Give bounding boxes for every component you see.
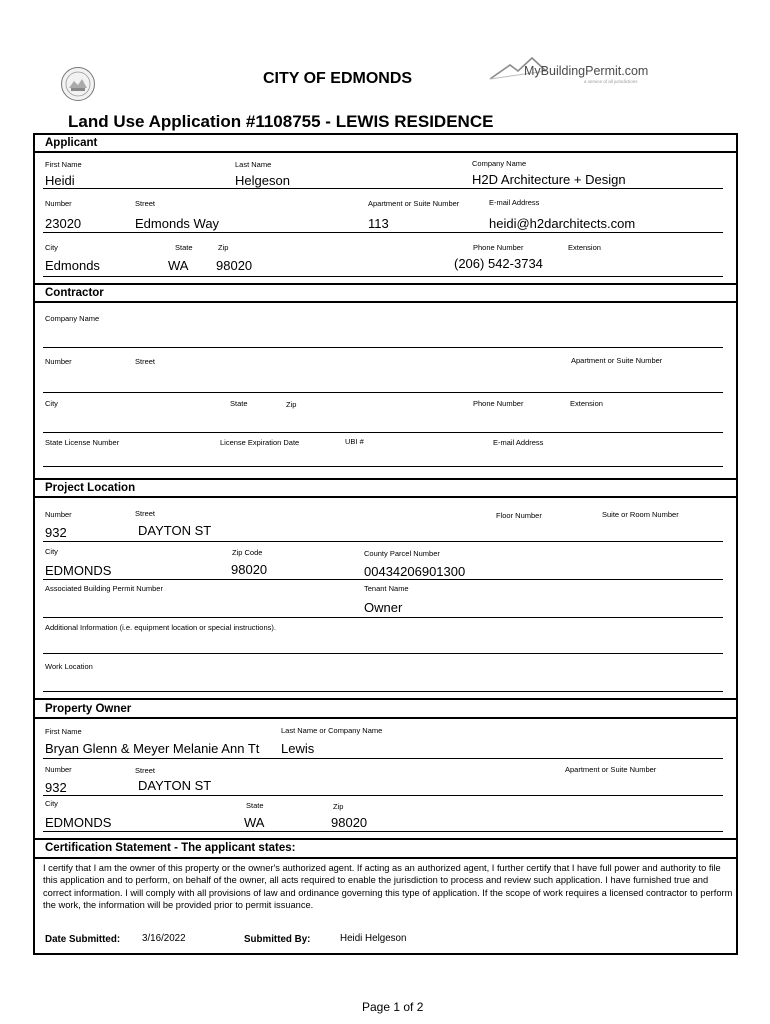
field-underline — [43, 795, 723, 796]
project-zip-label: Zip Code — [232, 548, 263, 557]
owner-last-name-value: Lewis — [281, 741, 315, 756]
apt-value: 113 — [368, 216, 389, 231]
field-underline — [43, 232, 723, 233]
project-street-value: DAYTON ST — [138, 523, 212, 538]
field-underline — [43, 347, 723, 348]
field-underline — [43, 831, 723, 832]
owner-number-value: 932 — [45, 780, 67, 795]
brand-tagline: a service of all jurisdictions — [584, 79, 638, 84]
contractor-zip-label: Zip — [286, 400, 297, 409]
owner-state-value: WA — [244, 815, 265, 830]
project-number-value: 932 — [45, 525, 67, 540]
project-city-label: City — [45, 547, 58, 556]
owner-zip-value: 98020 — [331, 815, 368, 830]
contractor-street-label: Street — [135, 357, 156, 366]
zip-value: 98020 — [216, 258, 253, 273]
contractor-section-title: Contractor — [45, 287, 104, 299]
project-additional-label: Additional Information (i.e. equipment location or special instructions). — [45, 623, 276, 632]
owner-street-value: DAYTON ST — [138, 778, 212, 793]
submitted-by-value: Heidi Helgeson — [340, 933, 407, 944]
section-divider — [33, 857, 738, 859]
section-divider — [33, 151, 738, 153]
field-underline — [43, 617, 723, 618]
last-name-label: Last Name — [235, 160, 272, 169]
field-underline — [43, 392, 723, 393]
email-value: heidi@h2darchitects.com — [489, 216, 636, 231]
extension-label: Extension — [568, 243, 601, 252]
project-suite-label: Suite or Room Number — [602, 510, 679, 519]
section-divider — [33, 496, 738, 498]
date-submitted-value: 3/16/2022 — [142, 933, 186, 944]
submitted-by-label: Submitted By: — [244, 934, 311, 945]
company-name-value: H2D Architecture + Design — [472, 172, 626, 187]
project-work-location-label: Work Location — [45, 662, 93, 671]
field-underline — [43, 466, 723, 467]
owner-apt-label: Apartment or Suite Number — [565, 765, 657, 774]
project-parcel-value: 00434206901300 — [364, 564, 466, 579]
section-divider — [33, 698, 738, 700]
section-divider — [33, 301, 738, 303]
section-divider — [33, 717, 738, 719]
owner-city-label: City — [45, 799, 58, 808]
field-underline — [43, 276, 723, 277]
page-number: Page 1 of 2 — [362, 1000, 424, 1014]
project-street-label: Street — [135, 509, 156, 518]
field-underline — [43, 579, 723, 580]
state-label: State — [175, 243, 193, 252]
project-zip-value: 98020 — [231, 562, 268, 577]
section-divider — [33, 478, 738, 480]
project-tenant-value: Owner — [364, 600, 403, 615]
contractor-apt-label: Apartment or Suite Number — [571, 356, 663, 365]
owner-first-name-value: Bryan Glenn & Meyer Melanie Ann Tt — [45, 741, 260, 756]
contractor-city-label: City — [45, 399, 58, 408]
brand-name: MyBuildingPermit.com — [524, 64, 649, 78]
page-title: Land Use Application #1108755 - LEWIS RESIDENCE — [68, 112, 494, 131]
date-submitted-label: Date Submitted: — [45, 934, 121, 945]
certification-text: I certify that I am the owner of this property or the owner's authorized agent. If acting as an authorized agent, I further certify that I have full power and authority to file this application and to perform, on behalf of the owner, all acts required to enable the jurisdiction to process and review such application. I have furnished true and correct information. I will comply with all provisions of law and ordinance governing this type of application. If the scope of work requires a licensed contractor to perform the work, the information will be provided prior to permit issuance. — [43, 863, 733, 910]
street-value: Edmonds Way — [135, 216, 220, 231]
number-label: Number — [45, 199, 72, 208]
project-permit-label: Associated Building Permit Number — [45, 584, 163, 593]
project-tenant-label: Tenant Name — [364, 584, 409, 593]
field-underline — [43, 653, 723, 654]
applicant-section-title: Applicant — [45, 137, 98, 149]
state-value: WA — [168, 258, 189, 273]
phone-value: (206) 542-3734 — [454, 256, 543, 271]
city-seal-logo — [60, 66, 96, 102]
phone-label: Phone Number — [473, 243, 524, 252]
owner-street-label: Street — [135, 766, 156, 775]
owner-city-value: EDMONDS — [45, 815, 112, 830]
field-underline — [43, 541, 723, 542]
city-title: CITY OF EDMONDS — [263, 70, 413, 87]
mybuildingpermit-logo — [488, 55, 658, 87]
first-name-label: First Name — [45, 160, 82, 169]
contractor-license-label: State License Number — [45, 438, 120, 447]
apt-label: Apartment or Suite Number — [368, 199, 460, 208]
contractor-state-label: State — [230, 399, 248, 408]
section-divider — [33, 283, 738, 285]
first-name-value: Heidi — [45, 173, 75, 188]
project-city-value: EDMONDS — [45, 563, 112, 578]
contractor-extension-label: Extension — [570, 399, 603, 408]
certification-section-title: Certification Statement - The applicant states: — [45, 842, 296, 854]
street-label: Street — [135, 199, 156, 208]
project-number-label: Number — [45, 510, 72, 519]
owner-zip-label: Zip — [333, 802, 344, 811]
zip-label: Zip — [218, 243, 229, 252]
last-name-value: Helgeson — [235, 173, 290, 188]
contractor-company-label: Company Name — [45, 314, 100, 323]
field-underline — [43, 758, 723, 759]
company-name-label: Company Name — [472, 159, 527, 168]
contractor-ubi-label: UBI # — [345, 437, 364, 446]
owner-section-title: Property Owner — [45, 703, 132, 715]
number-value: 23020 — [45, 216, 82, 231]
field-underline — [43, 432, 723, 433]
field-underline — [43, 691, 723, 692]
project-floor-label: Floor Number — [496, 511, 542, 520]
section-divider — [33, 838, 738, 840]
contractor-license-exp-label: License Expiration Date — [220, 438, 300, 447]
city-value: Edmonds — [45, 258, 100, 273]
project-section-title: Project Location — [45, 482, 136, 494]
owner-last-name-label: Last Name or Company Name — [281, 726, 383, 735]
project-parcel-label: County Parcel Number — [364, 549, 440, 558]
owner-first-name-label: First Name — [45, 727, 82, 736]
owner-state-label: State — [246, 801, 264, 810]
owner-number-label: Number — [45, 765, 72, 774]
contractor-number-label: Number — [45, 357, 72, 366]
email-label: E-mail Address — [489, 198, 540, 207]
field-underline — [43, 188, 723, 189]
contractor-phone-label: Phone Number — [473, 399, 524, 408]
city-label: City — [45, 243, 58, 252]
contractor-email-label: E-mail Address — [493, 438, 544, 447]
